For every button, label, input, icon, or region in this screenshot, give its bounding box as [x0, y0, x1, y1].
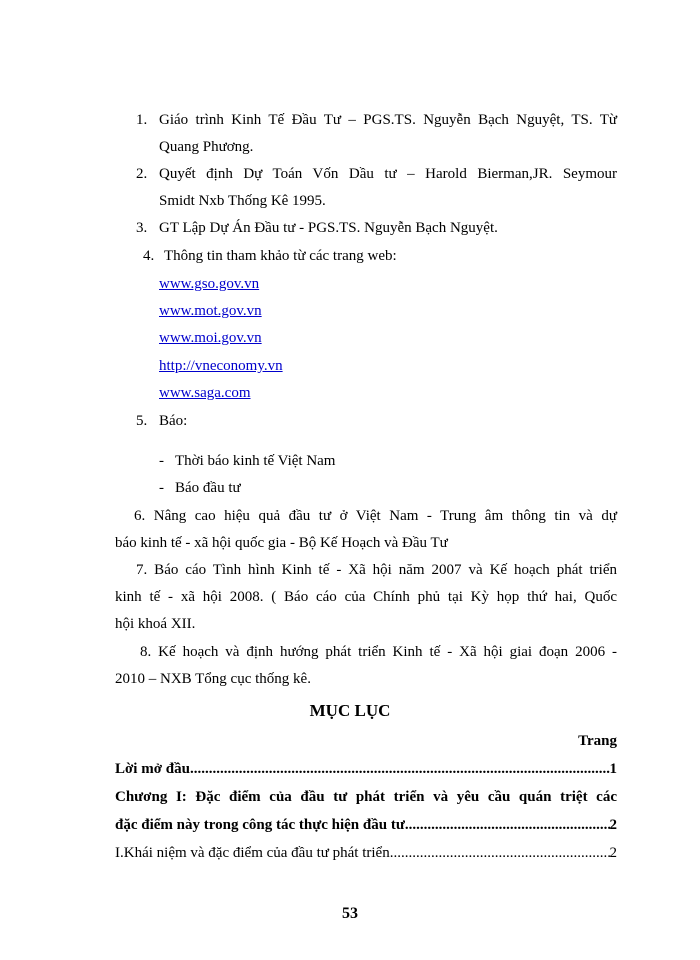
web-link-mot[interactable]: www.mot.gov.vn: [159, 303, 262, 319]
ref-2-line2: Smidt Nxb Thống Kê 1995.: [159, 193, 326, 209]
ref-2-line1: Quyết định Dự Toán Vốn Dầu tư – Harold Bierman,JR. Seymour: [159, 166, 617, 182]
ref-7-line3: hội khoá XII.: [115, 616, 196, 632]
ref-6-line2: báo kinh tế - xã hội quốc gia - Bộ Kế Hoạch và Đầu Tư: [115, 535, 448, 551]
toc-leader-dots: [190, 759, 610, 779]
ref-1-line2: Quang Phương.: [159, 139, 254, 155]
ref-8-line2: 2010 – NXB Tổng cục thống kê.: [115, 671, 311, 687]
ref-5-line1: Báo:: [159, 413, 188, 429]
toc-entry-chapter1[interactable]: [115, 815, 617, 835]
toc-title: MỤC LỤC: [309, 701, 391, 720]
web-link-gso[interactable]: www.gso.gov.vn: [159, 276, 260, 292]
bullet-item-2: Báo đầu tư: [175, 480, 241, 496]
bullet-dash: -: [159, 453, 164, 469]
toc-entry-text: I.Khái niệm và đặc điểm của đầu tư phát triển.: [115, 845, 394, 861]
ref-7-line2: kinh tế - xã hội 2008. ( Báo cáo của Chính phủ tại Kỳ họp thứ hai, Quốc: [115, 589, 617, 605]
toc-leader-dots: [393, 843, 609, 863]
ref-6-line1: 6. Nâng cao hiệu quả đầu tư ở Việt Nam - Trung âm thông tin và dự: [134, 508, 617, 524]
ref-4-number: 4.: [143, 248, 155, 264]
bullet-item-1: Thời báo kinh tế Việt Nam: [175, 453, 336, 469]
ref-1-line1: Giáo trình Kinh Tế Đầu Tư – PGS.TS. Nguyễn Bạch Nguyệt, TS. Từ: [159, 112, 617, 128]
toc-entry-page: 2: [609, 845, 617, 861]
web-link-moi[interactable]: www.moi.gov.vn: [159, 330, 262, 346]
ref-3-number: 3.: [136, 220, 148, 236]
ref-7-line1: 7. Báo cáo Tình hình Kinh tế - Xã hội năm 2007 và Kế hoạch phát triển: [136, 562, 617, 578]
ref-1-number: 1.: [136, 112, 148, 128]
ref-3-line1: GT Lập Dự Án Đầu tư - PGS.TS. Nguyễn Bạch Nguyệt.: [159, 220, 498, 236]
toc-entry-intro[interactable]: [115, 759, 617, 779]
ref-8-line1: 8. Kế hoạch và định hướng phát triển Kinh tế - Xã hội giai đoạn 2006 -: [140, 644, 617, 660]
toc-leader-dots: [405, 815, 610, 835]
toc-entry-text: Lời mở đầu: [115, 761, 190, 777]
toc-entry-section1[interactable]: [115, 843, 617, 863]
toc-entry-text: đặc điểm này trong công tác thực hiện đầu tư: [115, 817, 405, 833]
bullet-dash: -: [159, 480, 164, 496]
toc-entry-chapter1-line1[interactable]: Chương I: Đặc điểm của đầu tư phát triển và yêu cầu quán triệt các: [115, 789, 617, 805]
ref-5-number: 5.: [136, 413, 148, 429]
ref-2-number: 2.: [136, 166, 148, 182]
toc-entry-page: 1: [609, 761, 617, 777]
web-link-vneconomy[interactable]: http://vneconomy.vn: [159, 358, 283, 374]
toc-page-header: Trang: [578, 733, 617, 749]
web-link-saga[interactable]: www.saga.com: [159, 385, 251, 401]
page-number: 53: [342, 905, 358, 922]
toc-entry-page: 2: [609, 817, 617, 833]
ref-4-line1: Thông tin tham khảo từ các trang web:: [164, 248, 397, 264]
